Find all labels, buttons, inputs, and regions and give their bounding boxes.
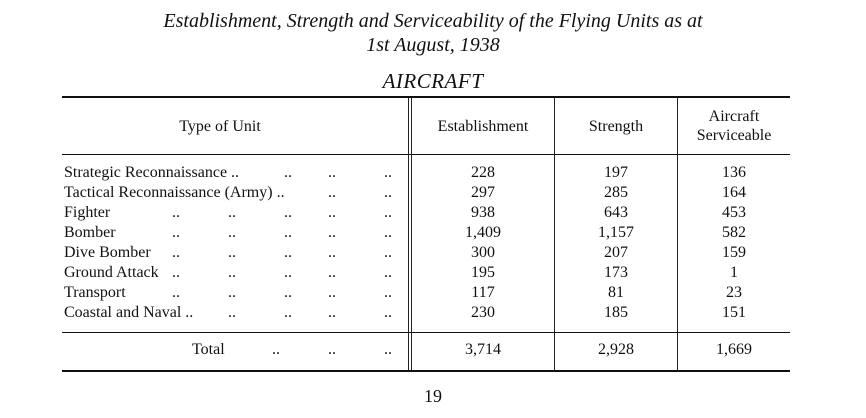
page-number: 19 [424,386,442,406]
total-row [62,340,790,360]
strength-cell: 643 [604,204,628,221]
strength-cell: 207 [604,244,628,261]
strength-cell: 1,157 [598,224,634,241]
table-row [62,303,790,322]
leader-dots: .. [228,224,236,241]
leader-dots: .. [228,284,236,301]
establishment-cell: 195 [471,264,495,281]
leader-dots: .. [384,304,392,321]
leader-dots: .. [228,204,236,221]
leader-dots: .. [328,164,336,181]
leader-dots: .. [284,204,292,221]
strength-cell: 197 [604,164,628,181]
header-aircraft-serviceable [678,98,790,154]
table-row [62,203,790,222]
establishment-cell: 117 [471,284,495,301]
serviceable-cell: 136 [722,164,746,181]
page-title-line-1: Establishment, Strength and Serviceability of the Flying Units as at [163,10,703,32]
establishment-cell: 938 [471,204,495,221]
total-rule [62,332,790,333]
strength-cell: 173 [604,264,628,281]
strength-cell: 285 [604,184,628,201]
establishment-cell: 297 [471,184,495,201]
leader-dots: .. [328,264,336,281]
leader-dots: .. [384,244,392,261]
establishment-cell: 230 [471,304,495,321]
header-rule [62,154,790,155]
table-bottom-rule [62,370,790,372]
total-strength: 2,928 [598,341,634,358]
leader-dots: .. [384,164,392,181]
leader-dots: .. [384,224,392,241]
total-establishment: 3,714 [465,341,501,358]
header-type-of-unit: Type of Unit [179,117,261,135]
header-establishment: Establishment [437,117,529,135]
leader-dots: .. [284,244,292,261]
total-label: Total [192,341,225,358]
serviceable-cell: 23 [726,284,742,301]
unit-type-label: Strategic Reconnaissance .. [64,164,240,181]
header-strength: Strength [588,117,644,135]
leader-dots: .. [384,264,392,281]
leader-dots: .. [172,264,180,281]
aircraft-table [62,96,790,374]
unit-type-label: Transport [64,284,126,301]
leader-dots: .. [328,284,336,301]
serviceable-cell: 453 [722,204,746,221]
leader-dots: .. [328,184,336,201]
unit-type-label: Bomber [64,224,116,241]
unit-type-label: Tactical Reconnaissance (Army) .. [64,184,285,201]
leader-dots: .. [384,204,392,221]
establishment-cell: 1,409 [465,224,501,241]
serviceable-cell: 1 [730,264,738,281]
table-row [62,283,790,302]
leader-dots: .. [284,304,292,321]
leader-dots: .. [284,224,292,241]
table-row [62,183,790,202]
leader-dots: .. [172,244,180,261]
leader-dots: .. [284,164,292,181]
leader-dots: .. [284,284,292,301]
unit-type-label: Coastal and Naval .. [64,304,194,321]
header-serviceable-line-2: Serviceable [696,127,772,144]
leader-dots: .. [172,284,180,301]
leader-dots: .. [328,204,336,221]
leader-dots: .. [172,204,180,221]
table-row [62,243,790,262]
leader-dots: .. [228,244,236,261]
serviceable-cell: 159 [722,244,746,261]
table-row [62,263,790,282]
unit-type-label: Dive Bomber [64,244,151,261]
leader-dots: .. [328,304,336,321]
serviceable-cell: 151 [722,304,746,321]
leader-dots: .. [328,244,336,261]
total-serviceable: 1,669 [716,341,752,358]
establishment-cell: 228 [471,164,495,181]
leader-dots: .. [228,304,236,321]
unit-type-label: Fighter [64,204,111,221]
establishment-cell: 300 [471,244,495,261]
table-row [62,223,790,242]
leader-dots: .. [328,224,336,241]
serviceable-cell: 164 [722,184,746,201]
leader-dots: .. [328,341,336,358]
unit-type-label: Ground Attack [64,264,159,281]
header-serviceable-line-1: Aircraft [708,108,760,125]
strength-cell: 81 [608,284,624,301]
table-row [62,163,790,182]
leader-dots: .. [228,264,236,281]
leader-dots: .. [384,284,392,301]
leader-dots: .. [172,224,180,241]
leader-dots: .. [384,184,392,201]
page-title-line-2: 1st August, 1938 [366,34,500,56]
leader-dots: .. [272,341,280,358]
leader-dots: .. [284,264,292,281]
strength-cell: 185 [604,304,628,321]
serviceable-cell: 582 [722,224,746,241]
section-heading: AIRCRAFT [382,69,484,93]
leader-dots: .. [384,341,392,358]
